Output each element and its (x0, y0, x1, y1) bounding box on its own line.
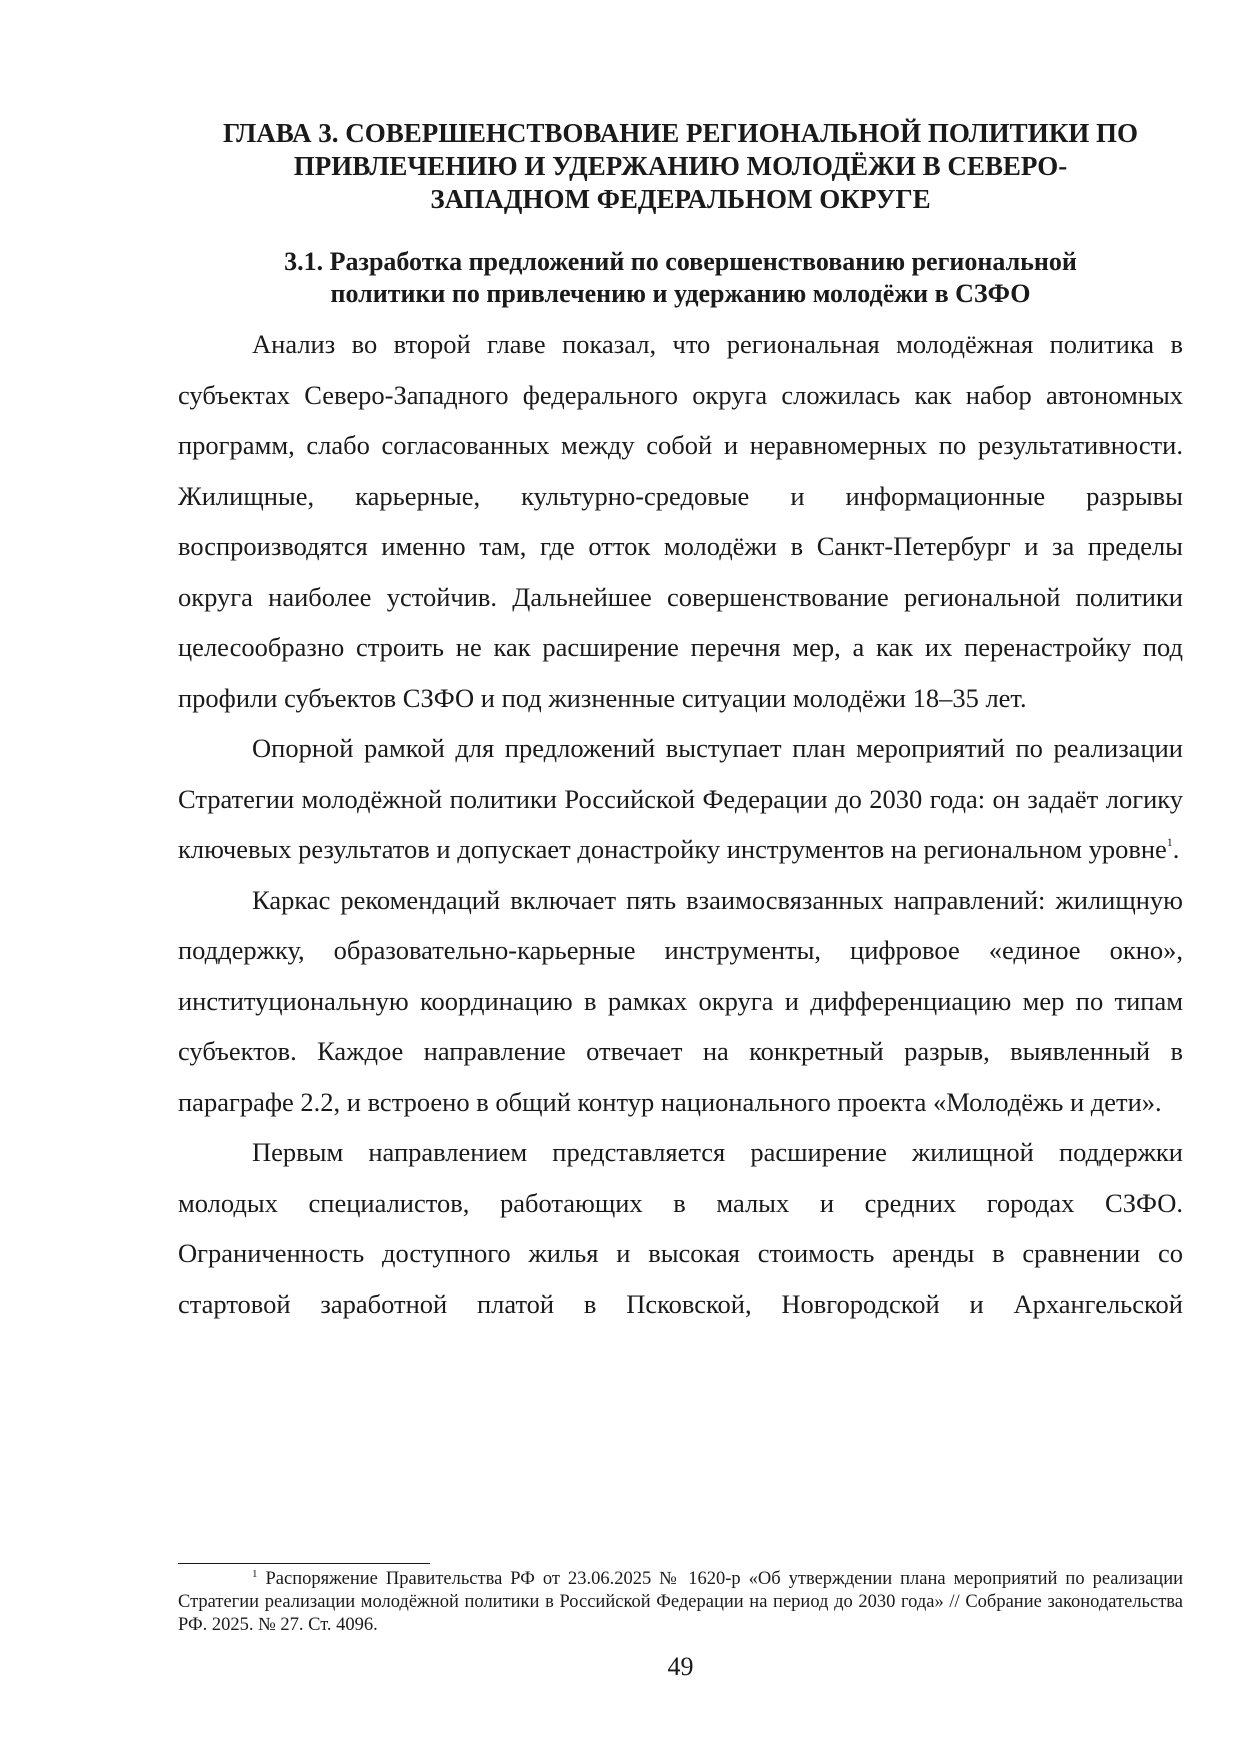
section-title-line: политики по привлечению и удержанию молодёжи в СЗФО (330, 279, 1031, 308)
footnote-divider (178, 1563, 430, 1564)
footnote-reference[interactable]: 1 (1166, 835, 1173, 849)
document-page (178, 0, 1183, 1754)
paragraph-3: Каркас рекомендаций включает пять взаимосвязанных направлений: жилищную поддержку, образовательно-карьерные инструменты, цифровое «единое окно», институциональную координацию в рамках округа и дифференциацию мер по типам субъектов. Каждое направление отвечает на конкретный разрыв, выявленный в параграфе 2.2, и встроено в общий контур национального проекта «Молодёжь и дети». (178, 884, 1183, 1117)
paragraph-1: Анализ во второй главе показал, что региональная молодёжная политика в субъектах Северо-Западного федерального округа сложилась как набор автономных программ, слабо согласованных между собой и неравномерных по результативности. Жилищные, карьерные, культурно-средовые и информационные разрывы воспроизводятся именно там, где отток молодёжи в Санкт-Петербург и за пределы округа наиболее устойчив. Дальнейшее совершенствование региональной политики целесообразно строить не как расширение перечня мер, а как их перенастройку под профили субъектов СЗФО и под жизненные ситуации молодёжи 18–35 лет. (178, 329, 1183, 713)
section-title-line: 3.1. Разработка предложений по совершенствованию региональной (284, 247, 1077, 276)
chapter-title-line: ПРИВЛЕЧЕНИЮ И УДЕРЖАНИЮ МОЛОДЁЖИ В СЕВЕРО- (293, 151, 1068, 181)
footnote (178, 1568, 1183, 1637)
chapter-title-line: ЗАПАДНОМ ФЕДЕРАЛЬНОМ ОКРУГЕ (430, 184, 931, 214)
page-number: 49 (667, 1652, 694, 1681)
paragraph-4: Первым направлением представляется расширение жилищной поддержки молодых специалистов, работающих в малых и средних городах СЗФО. Ограниченность доступного жилья и высокая стоимость аренды в сравнении со стартовой заработной платой в Псковской, Новгородской и Архангельской (178, 1137, 1183, 1319)
paragraph-2-end: . (1172, 834, 1180, 864)
section-title (178, 246, 1183, 310)
chapter-title-line: ГЛАВА 3. СОВЕРШЕНСТВОВАНИЕ РЕГИОНАЛЬНОЙ ПОЛИТИКИ ПО (222, 118, 1139, 148)
paragraph-2-text: Опорной рамкой для предложений выступает план мероприятий по реализации Стратегии молодёжной политики Российской Федерации до 2030 года: он задаёт логику ключевых результатов и допускает донастройку инструментов на региональном уровне (178, 733, 1183, 864)
footnote-text: Распоряжение Правительства РФ от 23.06.2025 № 1620-р «Об утверждении плана мероприятий по реализации Стратегии реализации молодёжной политики в Российской Федерации на период до 2030 года» // Собрание законодательства РФ. 2025. № 27. Ст. 4096. (178, 1569, 1183, 1635)
paragraph-2 (178, 723, 1183, 875)
footnote-marker: 1 (252, 1568, 258, 1580)
chapter-title (178, 117, 1183, 216)
body-text (178, 319, 1183, 1329)
